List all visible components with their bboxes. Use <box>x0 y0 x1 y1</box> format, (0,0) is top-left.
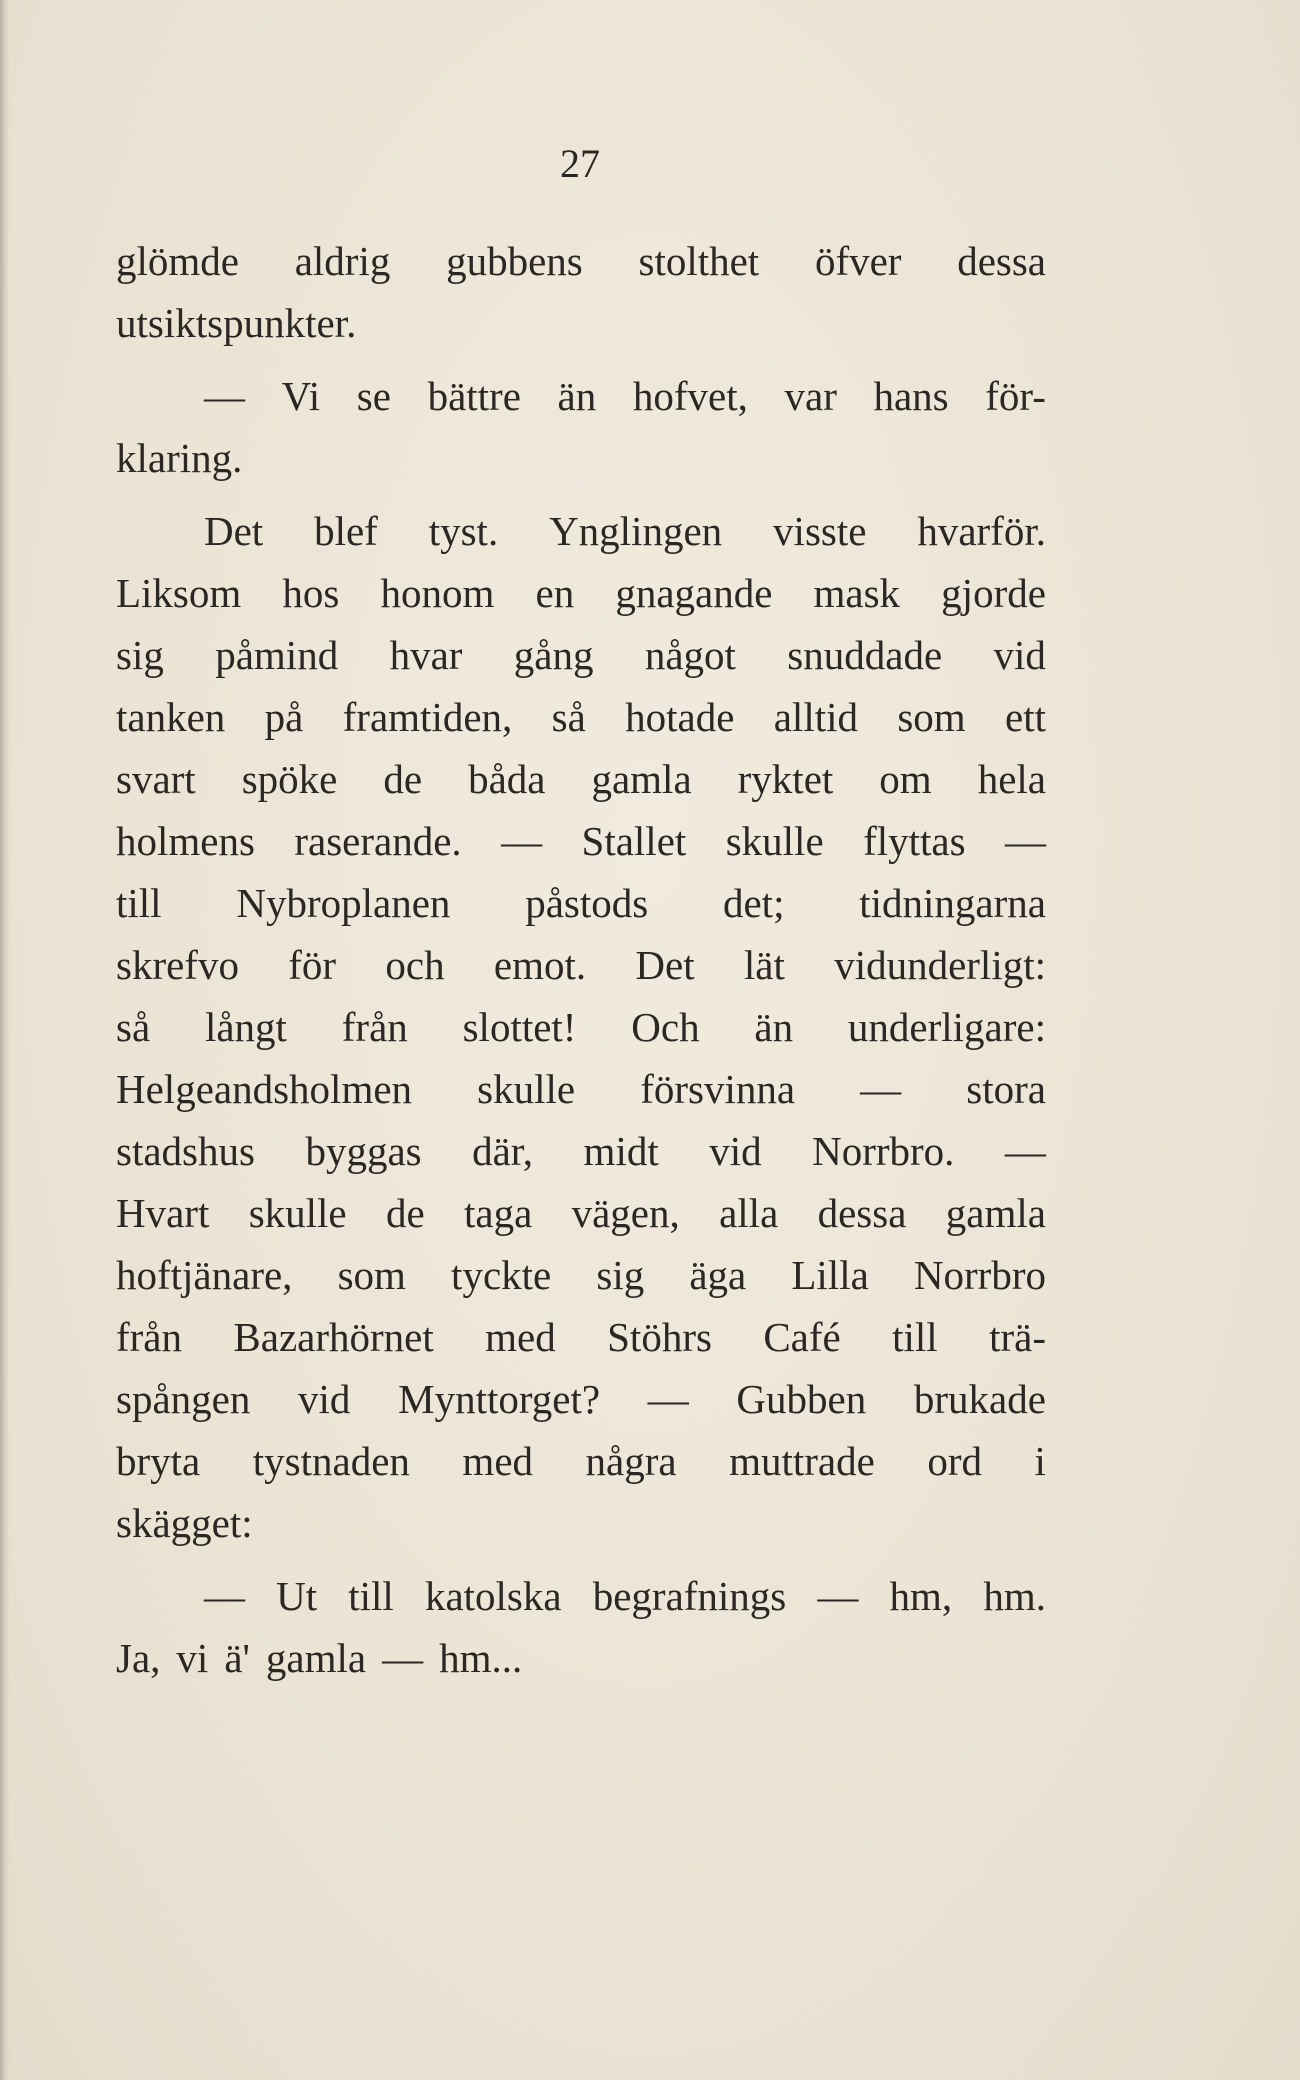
text-word: sig <box>116 632 164 678</box>
text-word: hoftjänare, <box>116 1252 293 1298</box>
text-word: än <box>557 373 597 419</box>
text-word: honom <box>380 570 495 616</box>
text-word: tanken <box>116 694 226 740</box>
text-word: glömde <box>116 238 239 284</box>
text-word: för <box>288 942 337 988</box>
text-word: gamla <box>591 756 692 802</box>
text-line <box>116 500 1046 562</box>
text-word: gamla <box>945 1190 1046 1236</box>
text-word: till <box>348 1573 394 1619</box>
text-word: Helgeandsholmen <box>116 1066 413 1112</box>
text-word: det; <box>722 880 785 926</box>
text-word: hm. <box>983 1573 1046 1619</box>
text-word: skrefvo <box>116 942 239 988</box>
text-word: påmind <box>215 632 339 678</box>
text-word: Norrbro. <box>812 1128 955 1174</box>
text-word: hans <box>873 373 949 419</box>
text-line <box>116 1492 1046 1554</box>
text-word: så <box>116 1004 151 1050</box>
body-text <box>116 230 1046 1689</box>
text-word: var <box>784 373 837 419</box>
text-word: gubbens <box>446 238 583 284</box>
text-word: till <box>892 1314 938 1360</box>
text-word: framtiden, <box>342 694 513 740</box>
text-word: som <box>337 1252 406 1298</box>
text-word: alla <box>719 1190 779 1236</box>
text-word: gjorde <box>941 570 1046 616</box>
text-word: dessa <box>957 238 1046 284</box>
text-word: Nybroplanen <box>236 880 451 926</box>
text-line <box>116 1565 1046 1627</box>
text-word: stolthet <box>638 238 760 284</box>
text-line <box>116 1120 1046 1182</box>
text-word: de <box>385 1190 425 1236</box>
text-word: där, <box>472 1128 534 1174</box>
text-word: Ynglingen <box>549 508 723 554</box>
text-word: tyst. <box>428 508 499 554</box>
text-word: hofvet, <box>632 373 748 419</box>
text-line <box>116 996 1046 1058</box>
text-word: midt <box>583 1128 659 1174</box>
text-word: vid <box>298 1376 351 1422</box>
text-line <box>116 810 1046 872</box>
text-word: holmens <box>116 818 255 864</box>
text-line <box>116 1627 1046 1689</box>
text-line <box>116 686 1046 748</box>
text-word: ett <box>1005 694 1046 740</box>
text-word: än <box>754 1004 794 1050</box>
text-word: — <box>1004 1128 1046 1174</box>
text-word: mask <box>813 570 901 616</box>
text-word: taga <box>463 1190 533 1236</box>
text-word: gång <box>513 632 594 678</box>
text-word: — <box>817 1573 859 1619</box>
text-word: Ut <box>276 1573 318 1619</box>
text-word: slottet! <box>462 1004 577 1050</box>
text-word: i <box>1034 1438 1046 1484</box>
text-word: utsiktspunkter. <box>116 300 357 346</box>
text-word: dessa <box>817 1190 907 1236</box>
text-word: raserande. <box>294 818 462 864</box>
text-word: se <box>356 373 391 419</box>
text-word: underligare: <box>847 1004 1046 1050</box>
text-word: med <box>462 1438 534 1484</box>
text-line <box>116 748 1046 810</box>
text-word: hela <box>977 756 1046 802</box>
text-word: stora <box>966 1066 1046 1112</box>
text-word: Hvart <box>116 1190 210 1236</box>
text-word: blef <box>314 508 378 554</box>
text-word: Ja, <box>116 1635 161 1681</box>
text-line <box>116 1430 1046 1492</box>
text-word: bryta <box>116 1438 201 1484</box>
text-word: tyckte <box>451 1252 552 1298</box>
text-word: med <box>485 1314 556 1360</box>
text-word: hvar <box>389 632 463 678</box>
text-word: Liksom <box>116 570 242 616</box>
text-word: katolska <box>424 1573 562 1619</box>
text-word: för- <box>985 373 1046 419</box>
text-word: flyttas <box>863 818 966 864</box>
text-word: försvinna <box>640 1066 796 1112</box>
text-word: Mynttorget? <box>398 1376 601 1422</box>
text-word: hotade <box>625 694 735 740</box>
text-word: vidunderligt: <box>834 942 1046 988</box>
text-word: Vi <box>281 373 321 419</box>
text-word: Det <box>635 942 695 988</box>
text-line <box>116 427 1046 489</box>
text-word: muttrade <box>729 1438 875 1484</box>
text-word: äga <box>689 1252 747 1298</box>
text-word: gamla <box>265 1635 367 1681</box>
text-word: — <box>204 373 245 419</box>
text-word: Gubben <box>736 1376 867 1422</box>
text-line <box>116 562 1046 624</box>
page-binding-edge <box>0 0 10 2080</box>
text-word: från <box>341 1004 408 1050</box>
text-word: Norrbro <box>913 1252 1046 1298</box>
text-line <box>116 934 1046 996</box>
text-word: visste <box>773 508 867 554</box>
text-word: från <box>116 1314 183 1360</box>
text-word: Och <box>631 1004 700 1050</box>
text-word: — <box>647 1376 689 1422</box>
text-word: hvarför. <box>917 508 1046 554</box>
text-word: svart <box>116 756 196 802</box>
text-word: skulle <box>477 1066 576 1112</box>
text-word: alltid <box>773 694 858 740</box>
text-word: vi <box>176 1635 209 1681</box>
text-word: gnagande <box>615 570 773 616</box>
text-word: sig <box>596 1252 645 1298</box>
text-word: till <box>116 880 162 926</box>
text-word: hos <box>282 570 340 616</box>
text-word: brukade <box>913 1376 1046 1422</box>
text-word: byggas <box>305 1128 422 1174</box>
text-word: trä- <box>989 1314 1046 1360</box>
text-word: på <box>264 694 304 740</box>
text-word: tidningarna <box>859 880 1046 926</box>
text-line <box>116 624 1046 686</box>
text-line <box>116 1058 1046 1120</box>
text-word: — <box>1004 818 1046 864</box>
text-word: öfver <box>814 238 902 284</box>
text-word: Det <box>204 508 264 554</box>
text-word: Bazarhörnet <box>233 1314 434 1360</box>
text-word: stadshus <box>116 1128 255 1174</box>
text-word: som <box>897 694 966 740</box>
text-word: skulle <box>248 1190 347 1236</box>
text-word: några <box>585 1438 677 1484</box>
page-number: 27 <box>560 141 600 186</box>
text-word: Café <box>763 1314 841 1360</box>
text-word: hm, <box>889 1573 953 1619</box>
text-word: — <box>204 1573 245 1619</box>
text-word: så <box>551 694 586 740</box>
text-word: ryktet <box>737 756 834 802</box>
text-word: och <box>385 942 445 988</box>
text-word: — <box>501 818 543 864</box>
text-word: — <box>382 1635 424 1681</box>
text-word: något <box>644 632 736 678</box>
text-word: ä' <box>224 1635 250 1681</box>
text-word: tystnaden <box>252 1438 410 1484</box>
text-line <box>116 1244 1046 1306</box>
text-word: ord <box>927 1438 983 1484</box>
text-word: begrafnings <box>592 1573 787 1619</box>
text-word: Stallet <box>581 818 687 864</box>
text-word: emot. <box>493 942 587 988</box>
text-word: påstods <box>525 880 649 926</box>
text-line <box>116 1368 1046 1430</box>
text-line <box>116 230 1046 292</box>
text-word: båda <box>468 756 546 802</box>
text-line <box>116 872 1046 934</box>
text-word: vägen, <box>571 1190 680 1236</box>
text-word: klaring. <box>116 435 243 481</box>
text-word: långt <box>204 1004 287 1050</box>
text-word: skägget: <box>116 1500 253 1546</box>
text-word: vid <box>709 1128 762 1174</box>
text-word: spöke <box>241 756 338 802</box>
text-word: spången <box>116 1376 251 1422</box>
text-word: bättre <box>427 373 521 419</box>
text-word: Stöhrs <box>607 1314 712 1360</box>
text-line <box>116 1306 1046 1368</box>
text-word: snuddade <box>787 632 943 678</box>
text-word: aldrig <box>294 238 391 284</box>
text-word: — <box>860 1066 902 1112</box>
text-line <box>116 292 1046 354</box>
text-word: en <box>535 570 575 616</box>
text-word: vid <box>993 632 1046 678</box>
text-word: lät <box>743 942 785 988</box>
text-word: skulle <box>725 818 824 864</box>
text-word: om <box>879 756 932 802</box>
text-word: hm... <box>439 1635 523 1681</box>
text-line <box>116 1182 1046 1244</box>
text-line <box>116 365 1046 427</box>
text-word: Lilla <box>791 1252 869 1298</box>
text-word: de <box>383 756 423 802</box>
